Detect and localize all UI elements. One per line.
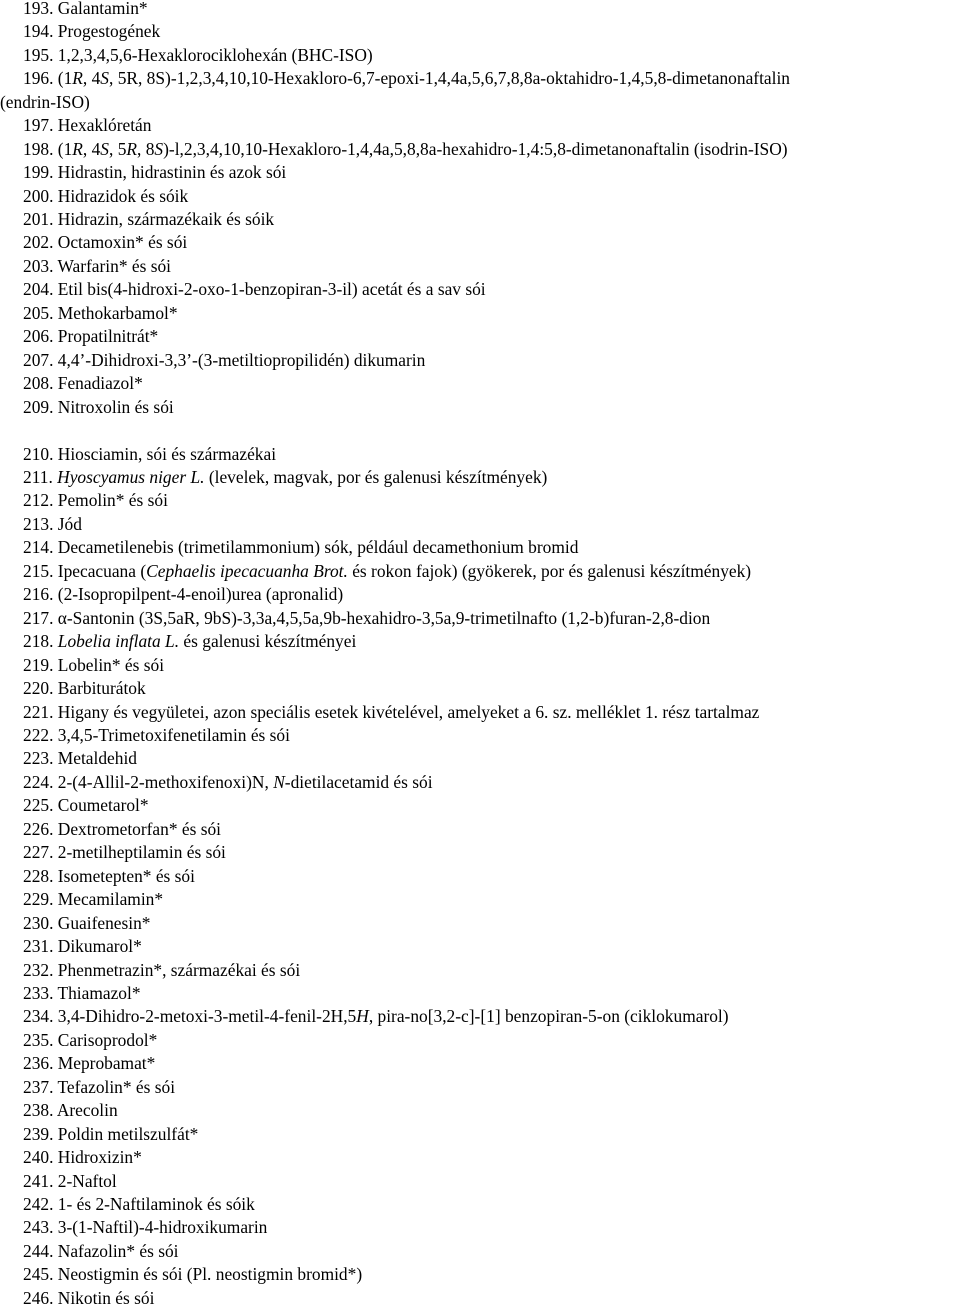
list-item — [23, 397, 174, 417]
item-text: 229. Mecamilamin* — [23, 889, 164, 909]
item-text: 225. Coumetarol* — [23, 795, 149, 815]
list-item — [23, 983, 141, 1003]
item-text: 213. Jód — [23, 514, 82, 534]
item-text: 231. Dikumarol* — [23, 936, 142, 956]
list-item — [23, 842, 226, 862]
item-text: 216. (2-Isopropilpent-4-enoil)urea (apronalid) — [23, 584, 344, 604]
italic-text: H — [356, 1006, 369, 1026]
list-item — [23, 1171, 117, 1191]
italic-text: Hyoscyamus niger L. — [57, 467, 205, 487]
list-item — [23, 467, 547, 487]
italic-text: S — [100, 68, 109, 88]
item-text: 204. Etil bis(4-hidroxi-2-oxo-1-benzopiran-3-il) acetát és a sav sói — [23, 279, 486, 299]
list-item — [23, 350, 425, 370]
item-text: 244. Nafazolin* és sói — [23, 1241, 179, 1261]
item-text: 218. — [23, 631, 58, 651]
italic-text: S — [100, 139, 109, 159]
item-text: 228. Isometepten* és sói — [23, 866, 195, 886]
item-text: 194. Progestogének — [23, 21, 161, 41]
item-text: 206. Propatilnitrát* — [23, 326, 159, 346]
list-item — [23, 608, 710, 628]
list-item — [23, 913, 151, 933]
item-text: 195. 1,2,3,4,5,6-Hexaklorociklohexán (BHC-ISO) — [23, 45, 373, 65]
list-item — [23, 889, 163, 909]
list-item — [23, 1217, 267, 1237]
item-text: 233. Thiamazol* — [23, 983, 141, 1003]
list-item — [23, 68, 790, 88]
list-item — [23, 186, 188, 206]
italic-text: R — [72, 139, 83, 159]
item-text: , 4 — [82, 68, 101, 88]
list-item — [23, 444, 276, 464]
item-text: 236. Meprobamat* — [23, 1053, 156, 1073]
item-text: 201. Hidrazin, származékaik és sóik — [23, 209, 275, 229]
item-text: 245. Neostigmin és sói (Pl. neostigmin bromid*) — [23, 1264, 363, 1284]
item-text: 223. Metaldehid — [23, 748, 137, 768]
item-text: )-l,2,3,4,10,10-Hexakloro-1,4,4a,5,8,8a-hexahidro-1,4:5,8-dimetanonaftalin (isodrin-ISO) — [163, 139, 788, 159]
item-text: 234. 3,4-Dihidro-2-metoxi-3-metil-4-fenil-2H,5 — [23, 1006, 357, 1026]
list-item — [23, 936, 142, 956]
item-text: (endrin-ISO) — [0, 92, 90, 112]
item-text: 235. Carisoprodol* — [23, 1030, 158, 1050]
item-text: 224. 2-(4-Allil-2-methoxifenoxi)N, — [23, 772, 274, 792]
item-text: 198. (1 — [23, 139, 73, 159]
list-item — [23, 1124, 198, 1144]
list-item — [23, 1194, 255, 1214]
list-item — [23, 373, 143, 393]
list-item — [23, 1030, 157, 1050]
item-text: 215. Ipecacuana ( — [23, 561, 147, 581]
list-item — [23, 0, 148, 18]
list-item — [23, 1264, 362, 1284]
italic-text: S — [154, 139, 164, 159]
item-text: 193. Galantamin* — [23, 0, 148, 18]
list-item — [23, 514, 82, 534]
item-text: 222. 3,4,5-Trimetoxifenetilamin és sói — [23, 725, 290, 745]
italic-text: Lobelia inflata L. — [57, 631, 180, 651]
item-text: 212. Pemolin* és sói — [23, 490, 168, 510]
list-item — [23, 209, 274, 229]
item-text: 196. (1 — [23, 68, 73, 88]
list-item — [23, 490, 168, 510]
item-text: 230. Guaifenesin* — [23, 913, 151, 933]
item-text: 227. 2-metilheptilamin és sói — [23, 842, 226, 862]
item-text: és galenusi készítményei — [179, 631, 357, 651]
item-text: 240. Hidroxizin* — [23, 1147, 142, 1167]
list-item — [23, 1241, 179, 1261]
item-text: 205. Methokarbamol* — [23, 303, 178, 323]
list-item — [23, 256, 171, 276]
item-text: 199. Hidrastin, hidrastinin és azok sói — [23, 162, 287, 182]
list-item — [23, 584, 343, 604]
italic-text: Cephaelis ipecacuanha Brot. — [146, 561, 348, 581]
list-item — [23, 232, 187, 252]
item-text: 214. Decametilenebis (trimetilammonium) sók, például decamethonium bromid — [23, 537, 579, 557]
list-item — [23, 772, 433, 792]
item-text: 200. Hidrazidok és sóik — [23, 186, 189, 206]
item-text: 219. Lobelin* és sói — [23, 655, 165, 675]
item-text: 241. 2-Naftol — [23, 1171, 117, 1191]
list-item — [23, 162, 286, 182]
list-item — [23, 725, 290, 745]
item-text: 237. Tefazolin* és sói — [23, 1077, 176, 1097]
list-item — [23, 303, 178, 323]
item-text: , 8 — [137, 139, 155, 159]
item-text: 203. Warfarin* és sói — [23, 256, 171, 276]
item-text: 232. Phenmetrazin*, származékai és sói — [23, 960, 301, 980]
list-item — [23, 1100, 118, 1120]
item-text: 211. — [23, 467, 58, 487]
item-text: , 5 — [109, 139, 127, 159]
list-item — [23, 537, 578, 557]
item-text: 217. α-Santonin (3S,5aR, 9bS)-3,3a,4,5,5a,9b-hexahidro-3,5a,9-trimetilnafto (1,2-b)furan-2,8-dion — [23, 608, 711, 628]
list-item — [23, 702, 759, 722]
item-text: (levelek, magvak, por és galenusi készítmények) — [204, 467, 548, 487]
list-item — [0, 92, 90, 112]
list-item — [23, 678, 146, 698]
italic-text: R — [72, 68, 83, 88]
item-text: 197. Hexaklóretán — [23, 115, 152, 135]
list-item — [23, 279, 486, 299]
italic-text: R — [126, 139, 138, 159]
list-item — [23, 1147, 142, 1167]
item-text: 226. Dextrometorfan* és sói — [23, 819, 222, 839]
item-text: -dietilacetamid és sói — [284, 772, 433, 792]
item-text: 207. 4,4’-Dihidroxi-3,3’-(3-metiltiopropilidén) dikumarin — [23, 350, 426, 370]
list-item — [23, 819, 221, 839]
list-item — [23, 139, 788, 159]
list-item — [23, 866, 195, 886]
item-text: 208. Fenadiazol* — [23, 373, 143, 393]
list-item — [23, 795, 149, 815]
item-text: 221. Higany és vegyületei, azon speciális esetek kivételével, amelyeket a 6. sz. melléklet 1. rész tartalmaz — [23, 702, 760, 722]
item-text: , 5R, 8S)-1,2,3,4,10,10-Hexakloro-6,7-epoxi-1,4,4a,5,6,7,8,8a-oktahidro-1,4,5,8-dimetanonaftalin — [109, 68, 790, 88]
list-item — [23, 748, 137, 768]
item-text: 239. Poldin metilszulfát* — [23, 1124, 199, 1144]
list-item — [23, 326, 158, 346]
item-text: 202. Octamoxin* és sói — [23, 232, 188, 252]
item-text: 210. Hiosciamin, sói és származékai — [23, 444, 277, 464]
item-text: 209. Nitroxolin és sói — [23, 397, 174, 417]
italic-text: N — [273, 772, 285, 792]
item-text: 220. Barbiturátok — [23, 678, 146, 698]
list-item — [23, 631, 356, 651]
list-item — [23, 1077, 175, 1097]
list-item — [23, 561, 751, 581]
list-item — [23, 1053, 155, 1073]
list-item — [23, 115, 151, 135]
list-item — [23, 1006, 729, 1026]
list-item — [23, 45, 373, 65]
item-text: 246. Nikotin és sói — [23, 1288, 155, 1308]
list-item — [23, 21, 160, 41]
list-item — [23, 1288, 154, 1308]
item-text: és rokon fajok) (gyökerek, por és galenusi készítmények) — [347, 561, 752, 581]
item-text: 243. 3-(1-Naftil)-4-hidroxikumarin — [23, 1217, 268, 1237]
item-text: 242. 1- és 2-Naftilaminok és sóik — [23, 1194, 255, 1214]
item-text: , pira-no[3,2-c]-[1] benzopiran-5-on (ciklokumarol) — [368, 1006, 729, 1026]
item-text: , 4 — [82, 139, 101, 159]
list-item — [23, 655, 164, 675]
item-text: 238. Arecolin — [23, 1100, 118, 1120]
list-item — [23, 960, 300, 980]
